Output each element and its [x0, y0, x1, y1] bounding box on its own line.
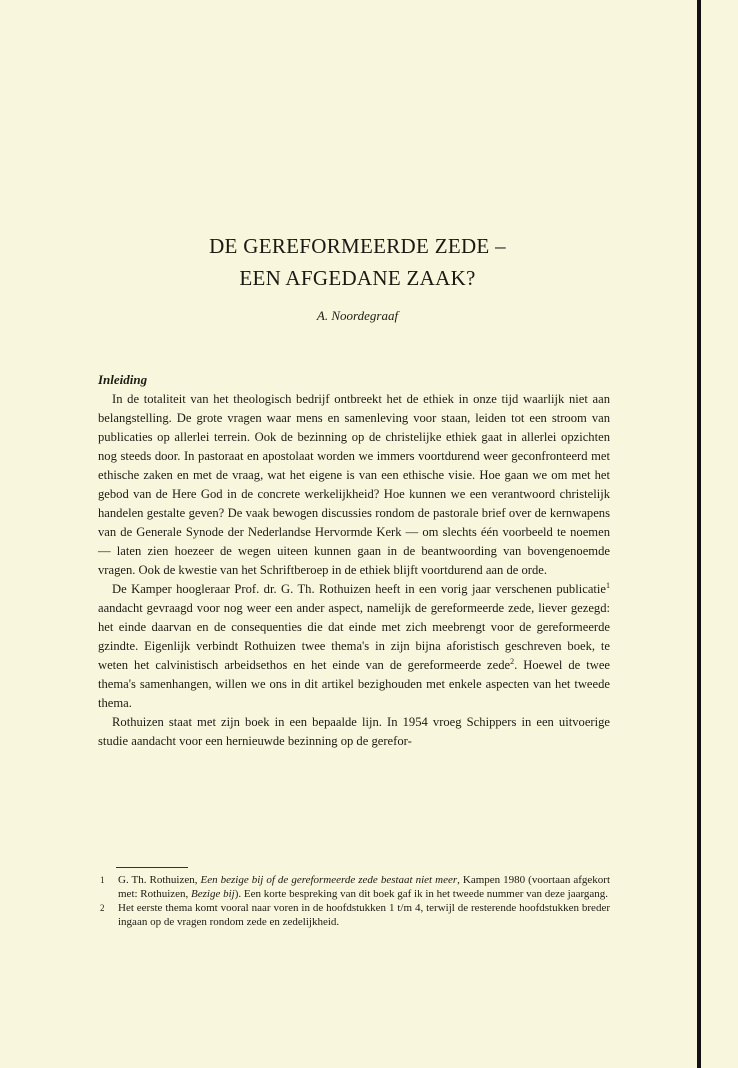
- footnote-text-segment: , Kampen 1980 (voortaan afgekort met: Rothuizen,: [118, 874, 610, 900]
- footnote-text-segment: ). Een korte bespreking van dit boek gaf ik in het tweede nummer van deze jaargang.: [234, 887, 609, 900]
- paragraph-intro: In de totaliteit van het theologisch bedrijf ontbreekt het de ethiek in onze tijd waarlijk niet aan belangstelling. De grote vragen waar mens en samenleving voor staan, leiden tot een stroom van publicaties op allerlei terrein. Ook de bezinning op de christelijke ethiek gaat in allerlei opzichten nog steeds door. In pastoraat en apostolaat worden we immers voortdurend weer geconfronteerd met ethische zaken en met de vraag, wat het eigene is van een ethische visie. Hoe gaan we om met het gebod van de Here God in de concrete werkelijkheid? Hoe kunnen we een verantwoord christelijk handelen gestalte geven? De vaak bewogen discussies rondom de pastorale brief over de kernwapens van de Generale Synode der Nederlandse Hervormde Kerk — om slechts één voorbeeld te noemen — laten zien hoezeer de wegen uiteen kunnen gaan in de beantwoording van bovengenoemde vragen. Ook de kwestie van het Schriftberoep in de ethiek blijft voortdurend aan de orde.: [98, 392, 610, 577]
- paragraph-text: De Kamper hoogleraar Prof. dr. G. Th. Rothuizen heeft in een vorig jaar verschenen publicatie: [112, 582, 606, 596]
- paragraph-schippers: Rothuizen staat met zijn boek in een bepaalde lijn. In 1954 vroeg Schippers in een uitvoerige studie aandacht voor een hernieuwde bezinning op de gerefor-: [98, 715, 610, 748]
- page-edge-shadow: [697, 0, 701, 1068]
- footnote-divider: [116, 867, 188, 868]
- paragraph-rothuizen: [98, 580, 610, 713]
- cited-book-title: Een bezige bij of de gereformeerde zede bestaat niet meer: [200, 874, 458, 886]
- footnote-ref-2[interactable]: 2: [510, 656, 515, 666]
- article-author: A. Noordegraaf: [316, 308, 399, 323]
- footnote-number: 2: [100, 903, 105, 913]
- article-body: [98, 390, 610, 751]
- footnote-text: Het eerste thema komt vooral naar voren in de hoofdstukken 1 t/m 4, terwijl de resterende hoofdstukken breder ingaan op de vragen rondom zede en zedelijkheid.: [118, 902, 610, 928]
- paragraph-text: aandacht gevraagd voor nog weer een ander aspect, namelijk de gereformeerde zede, liever gezegd: het einde daarvan en de consequenties die dat einde met zich meebrengt voor de gereformeerde gzindte. Eigenlijk verbindt Rothuizen twee thema's in zijn bijna aforistisch geschreven boek, te weten het calvinistisch arbeidsethos en het einde van de gereformeerde zede: [98, 601, 610, 672]
- footnotes: [100, 874, 610, 930]
- paragraph-text: . Hoewel de twee thema's samenhangen, willen we ons in dit artikel bezighouden met enkele aspecten van het tweede thema.: [98, 658, 610, 710]
- article-title-line-2: EEN AFGEDANE ZAAK?: [239, 266, 476, 290]
- footnote-ref-1[interactable]: 1: [606, 580, 610, 590]
- footnote-text-segment: G. Th. Rothuizen,: [118, 874, 201, 886]
- footnote-text: [118, 874, 610, 901]
- cited-short-title: Bezige bij: [191, 887, 235, 900]
- footnote-number: 1: [100, 875, 105, 885]
- section-heading: Inleiding: [98, 372, 148, 387]
- footnote-1: [100, 874, 610, 901]
- article-title-line-1: DE GEREFORMEERDE ZEDE –: [209, 234, 506, 258]
- footnote-2: [100, 902, 610, 929]
